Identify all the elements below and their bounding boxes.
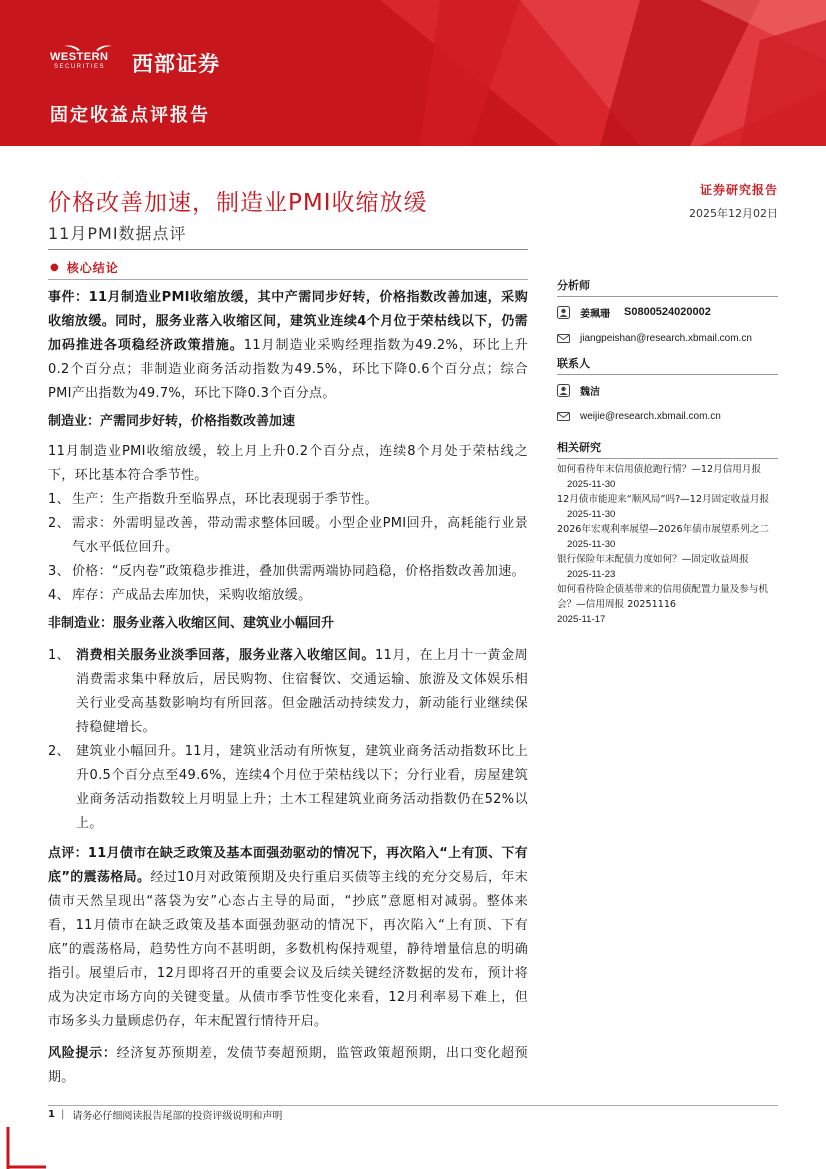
comment-bold: 11月债市在缺乏政策及基本面强劲驱动的情况下，再次陷入“上有顶、下有底”的震荡格局。	[48, 846, 528, 885]
related-item[interactable]: 银行保险年末配债力度如何？—固定收益周报2025-11-23	[557, 554, 749, 580]
analyst-heading: 分析师	[557, 277, 778, 297]
event-text: 11月制造业采购经理指数为49.2%，环比上升0.2个百分点；非制造业商务活动指数为49.5%，环比下降0.6个百分点；综合PMI产出指数为49.7%，环比下降0.3个百分点。	[48, 338, 529, 401]
related-item[interactable]: 2026年宏观利率展望—2026年债市展望系列之二2025-11-30	[557, 524, 769, 550]
logo-cn: 西部证券	[132, 52, 220, 76]
event-paragraph	[48, 286, 528, 406]
analyst-email[interactable]: jiangpeishan@research.xbmail.com.cn	[580, 332, 752, 344]
logo-horns-icon	[50, 43, 126, 51]
mfg-intro: 11月制造业PMI收缩放缓，较上月上升0.2个百分点，连续8个月处于荣枯线之下，环比基本符合季节性。	[48, 444, 528, 483]
logo-en-sub: SECURITIES	[54, 64, 106, 70]
list-item: 2、 建筑业小幅回升。11月，建筑业活动有所恢复，建筑业商务活动指数环比上升0.5个百分点至49.6%，连续4个月位于荣枯线以下；分行业看，房屋建筑业商务活动指数较上月明显上升；土木工程建筑业商务活动指数仍在52%以上。	[48, 744, 528, 831]
mfg-list	[48, 488, 528, 608]
related-item[interactable]: 如何看待险企债基带来的信用债配置力量及参与机会？—信用周报 20251116 2025-11-17	[557, 584, 769, 625]
list-item: 3、 价格：“反内卷”政策稳步推进，叠加供需两端协同趋稳，价格指数改善加速。	[48, 564, 525, 579]
title-divider	[48, 249, 528, 250]
footer-disclaimer: 请务必仔细阅读报告尾部的投资评级说明和声明	[72, 1111, 283, 1122]
related-list	[557, 462, 778, 627]
footer	[48, 1107, 282, 1122]
company-logo	[50, 48, 220, 78]
contact-name: 魏洁	[580, 386, 600, 398]
comment-label: 点评：	[48, 846, 88, 861]
mail-icon	[557, 410, 570, 423]
report-date: 2025年12月02日	[689, 207, 778, 220]
header-banner	[0, 0, 826, 146]
mfg-heading: 制造业：产需同步好转，价格指数改善加速	[48, 414, 296, 429]
comment-paragraph	[48, 842, 528, 1034]
event-bold: 11月制造业PMI收缩放缓，其中产需同步好转，价格指数改善加速，采购收缩放缓。同时，服务业落入收缩区间，建筑业连续4个月位于荣枯线以下，仍需加码推进各项稳经济政策措施。	[48, 290, 529, 353]
contact-email[interactable]: weijie@research.xbmail.com.cn	[580, 410, 721, 422]
report-type: 证券研究报告	[699, 183, 778, 197]
page-title: 价格改善加速，制造业PMI收缩放缓	[48, 190, 428, 216]
corner-decoration	[0, 1127, 46, 1169]
risk-label: 风险提示：	[48, 1046, 117, 1061]
logo-en: WESTERN	[50, 51, 109, 63]
event-label: 事件：	[48, 290, 89, 305]
analyst-name: 姜珮珊	[580, 308, 610, 320]
risk-text: 经济复苏预期差，发债节奏超预期，监管政策超预期，出口变化超预期。	[48, 1046, 528, 1085]
comment-text: 经过10月对政策预期及央行重启买债等主线的充分交易后，年末债市天然呈现出“落袋为安”心态占主导的局面，“抄底”意愿相对减弱。整体来看，11月债市在缺乏政策及基本面强劲驱动的情况下，再次陷入“上有顶、下有底”的震荡格局，趋势性方向不甚明朗，多数机构保持观望，静待增量信息的明确指引。展望后市，12月即将召开的重要会议及后续关键经济数据的发布，预计将成为决定市场方向的关键变量。从债市季节性变化来看，12月利率易下难上，但市场多头力量顾虑仍存，年末配置行情待开启。	[48, 870, 528, 1029]
footer-separator: |	[60, 1109, 65, 1120]
bullet-icon: ●	[50, 262, 59, 273]
analyst-row	[557, 301, 778, 323]
related-item[interactable]: 12月债市能迎来“顺风局”吗?—12月固定收益月报2025-11-30	[557, 494, 770, 520]
contact-row	[557, 379, 778, 401]
user-icon	[557, 306, 570, 319]
list-item: 1、 生产：生产指数升至临界点，环比表现弱于季节性。	[48, 492, 378, 507]
sidebar	[557, 277, 778, 627]
analyst-cert: S0800524020002	[624, 306, 711, 318]
nonmfg-heading: 非制造业：服务业落入收缩区间、建筑业小幅回升	[48, 616, 335, 631]
core-heading	[48, 256, 528, 280]
contact-email-row	[557, 405, 778, 427]
page-subtitle: 11月PMI数据点评	[48, 224, 187, 243]
risk-paragraph	[48, 1042, 528, 1090]
page-number: 1	[48, 1109, 55, 1120]
mail-icon	[557, 332, 570, 345]
list-item: 1、 消费相关服务业淡季回落，服务业落入收缩区间。11月，在上月十一黄金周消费需求集中释放后，居民购物、住宿餐饮、交通运输、旅游及文体娱乐相关行业受高基数影响均有所回落。但金融活动持续发力，新动能行业继续保持稳健增长。	[48, 648, 528, 735]
nonmfg-list	[48, 644, 528, 836]
contact-heading: 联系人	[557, 355, 778, 375]
logo-mark	[50, 51, 126, 75]
user-icon	[557, 384, 570, 397]
analyst-email-row	[557, 327, 778, 349]
list-item: 2、 需求：外需明显改善，带动需求整体回暖。小型企业PMI回升，高耗能行业景气水平低位回升。	[48, 516, 528, 555]
related-heading: 相关研究	[557, 439, 778, 459]
core-heading-label: 核心结论	[66, 261, 119, 275]
list-item: 4、 库存：产成品去库加快，采购收缩放缓。	[48, 588, 312, 603]
report-category: 固定收益点评报告	[50, 105, 210, 126]
main-content	[48, 256, 528, 1090]
related-item[interactable]: 如何看待年末信用债抢跑行情？—12月信用月报2025-11-30	[557, 464, 762, 490]
footer-divider	[48, 1105, 778, 1106]
